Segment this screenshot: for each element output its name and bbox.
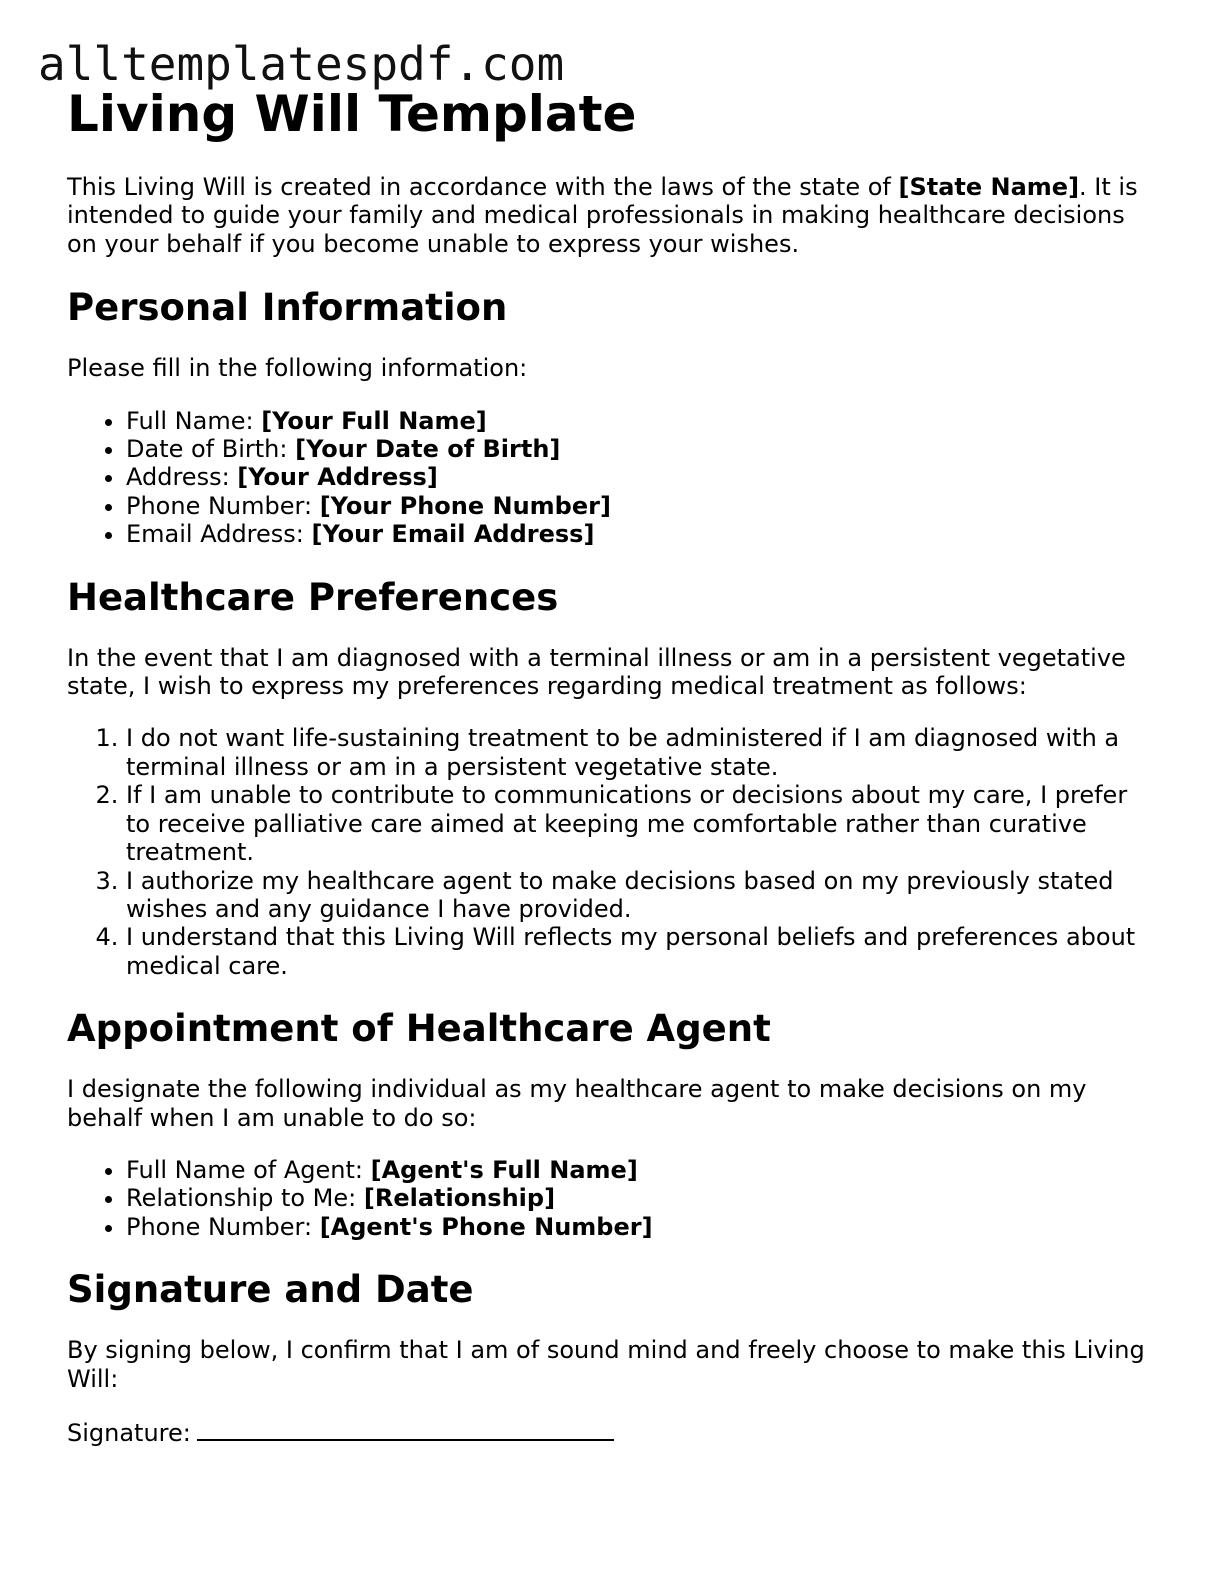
list-item-email-address xyxy=(126,520,1157,548)
list-item-agent-phone xyxy=(126,1213,1157,1241)
list-item-agent-name xyxy=(126,1156,1157,1184)
signature-statement: By signing below, I confirm that I am of sound mind and freely choose to make this Living Will: xyxy=(67,1336,1145,1393)
signature-heading: Signature and Date xyxy=(67,1268,474,1312)
personal-information-heading: Personal Information xyxy=(67,286,508,330)
field-placeholder: [Your Email Address] xyxy=(311,520,595,549)
field-placeholder: [Agent's Phone Number] xyxy=(319,1212,653,1241)
list-item-address xyxy=(126,463,1157,491)
intro-paragraph xyxy=(67,173,1157,258)
healthcare-agent-heading: Appointment of Healthcare Agent xyxy=(67,1007,771,1051)
preference-item: 4. I understand that this Living Will reflects my personal beliefs and preferences about medical care. xyxy=(126,923,1157,980)
personal-instruction: Please fill in the following information: xyxy=(67,354,528,383)
document-page xyxy=(67,84,1157,1447)
list-item-full-name xyxy=(126,407,1157,435)
healthcare-preferences-heading: Healthcare Preferences xyxy=(67,575,559,619)
field-label: Address: xyxy=(126,463,238,492)
field-label: Email Address: xyxy=(126,520,312,549)
intro-text-after: . It is intended to guide your family and medical professionals in making healthcare decisions on your behalf if you become unable to express your wishes. xyxy=(67,173,1138,258)
list-item-relationship xyxy=(126,1184,1157,1212)
field-label: Date of Birth: xyxy=(126,435,296,464)
field-placeholder: [Your Phone Number] xyxy=(319,491,611,520)
signature-row xyxy=(67,1417,1157,1447)
agent-fields-list xyxy=(67,1156,1157,1241)
preference-item: 2. If I am unable to contribute to communications or decisions about my care, I prefer to receive palliative care aimed at keeping me comfortable rather than curative treatment. xyxy=(126,781,1157,866)
list-item-date-of-birth xyxy=(126,435,1157,463)
document-title: Living Will Template xyxy=(67,85,637,143)
field-label: Relationship to Me: xyxy=(126,1184,364,1213)
field-label: Full Name: xyxy=(126,406,262,435)
field-label: Phone Number: xyxy=(126,491,320,520)
intro-text-before: This Living Will is created in accordance with the laws of the state of xyxy=(67,173,899,201)
signature-line[interactable] xyxy=(197,1417,614,1441)
field-label: Full Name of Agent: xyxy=(126,1155,371,1184)
healthcare-intro: In the event that I am diagnosed with a terminal illness or am in a persistent vegetative state, I wish to express my preferences regarding medical treatment as follows: xyxy=(67,643,1126,701)
list-item-phone-number xyxy=(126,492,1157,520)
field-placeholder: [Agent's Full Name] xyxy=(370,1155,638,1184)
field-placeholder: [Your Date of Birth] xyxy=(295,435,561,464)
field-placeholder: [Your Full Name] xyxy=(261,406,487,435)
field-placeholder: [Your Address] xyxy=(237,463,438,492)
field-placeholder: [Relationship] xyxy=(363,1184,556,1213)
watermark: alltemplatespdf.com xyxy=(38,37,565,91)
agent-intro: I designate the following individual as my healthcare agent to make decisions on my behalf when I am unable to do so: xyxy=(67,1075,1087,1132)
personal-fields-list xyxy=(67,407,1157,549)
preference-item: 3. I authorize my healthcare agent to make decisions based on my previously stated wishes and any guidance I have provided. xyxy=(126,867,1157,924)
preference-item: 1. I do not want life-sustaining treatment to be administered if I am diagnosed with a terminal illness or am in a persistent vegetative state. xyxy=(126,724,1157,781)
signature-label: Signature: xyxy=(67,1418,191,1447)
state-name-placeholder: [State Name] xyxy=(898,173,1080,201)
field-label: Phone Number: xyxy=(126,1212,320,1241)
healthcare-preferences-list xyxy=(67,724,1157,980)
